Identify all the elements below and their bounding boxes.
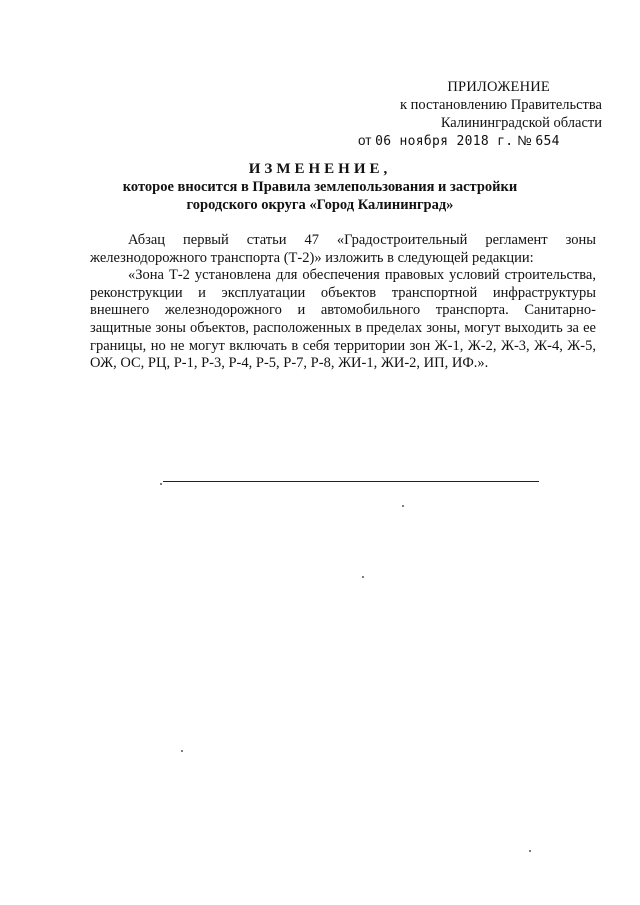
scan-speck: [362, 576, 364, 578]
appendix-title: ПРИЛОЖЕНИЕ: [447, 79, 550, 95]
document-body: [90, 232, 596, 373]
number-prefix: №: [517, 133, 532, 148]
separator-line: [163, 481, 539, 482]
appendix-line-resolution: к постановлению Правительства: [400, 97, 602, 113]
scan-speck: [181, 750, 183, 752]
heading-title: ИЗМЕНЕНИЕ,: [248, 161, 392, 177]
heading-subtitle-2: городского округа «Город Калининград»: [186, 197, 454, 213]
body-paragraph-1: Абзац первый статьи 47 «Градостроительный регламент зоны железнодорожного транспорта (Т-2)» изложить в следующей редакции:: [90, 232, 596, 266]
appendix-date-line: [358, 132, 602, 151]
appendix-block: [352, 78, 602, 151]
document-heading: [90, 160, 550, 214]
number-value: 654: [535, 134, 560, 149]
scan-speck: [160, 483, 162, 485]
scan-speck: [402, 505, 404, 507]
date-prefix: от: [358, 133, 372, 148]
body-paragraph-2: «Зона Т-2 установлена для обеспечения правовых условий строительства, реконструкции и эксплуатации объектов транспортной инфраструктуры внешнего железнодорожного и автомобильного транспорта. Санитарно-защитные зоны объектов, расположенных в пределах зоны, могут выходить за ее границы, но не могут включать в себя территории зон Ж-1, Ж-2, Ж-3, Ж-4, Ж-5, ОЖ, ОС, РЦ, Р-1, Р-3, Р-4, Р-5, Р-7, Р-8, ЖИ-1, ЖИ-2, ИП, ИФ.».: [90, 267, 596, 372]
heading-subtitle-1: которое вносится в Правила землепользования и застройки: [122, 179, 518, 195]
appendix-line-region: Калининградской области: [440, 115, 602, 131]
scan-speck: [529, 850, 531, 852]
date-value: 06 ноября 2018 г.: [375, 134, 514, 149]
